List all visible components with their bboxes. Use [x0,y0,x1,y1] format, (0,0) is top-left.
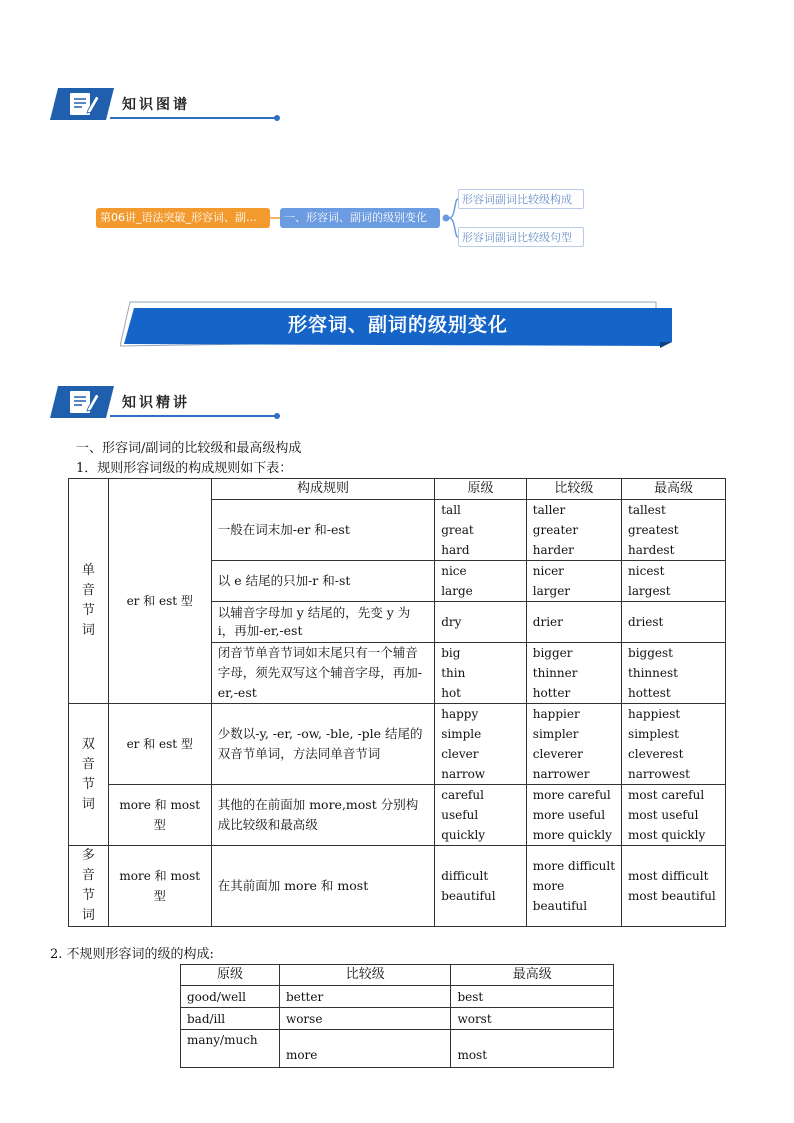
rule-cell: 少数以-y, -er, -ow, -ble, -ple 结尾的双音节单词，方法同单音节词 [211,704,434,785]
comparative-cell: happier simpler cleverer narrower [526,704,621,785]
header-cell: 构成规则 [211,479,434,500]
heading-3: 2. 不规则形容词的级的构成: [50,947,214,962]
table-row [181,1030,614,1068]
base-cell: happy simple clever narrow [435,704,527,785]
divider [110,415,278,417]
regular-comparison-table [68,478,726,927]
header-cell: 原级 [181,965,280,986]
comparative-cell: taller greater harder [526,500,621,561]
table-header-row [69,479,726,500]
table-row [69,704,726,785]
header-cell: 比较级 [279,965,451,986]
group-text: 双音节词 [81,736,95,812]
group-label [69,846,109,927]
type-label: more 和 most 型 [108,846,211,927]
group-text: 多音节词 [81,848,95,923]
superlative-cell: most difficult most beautiful [622,846,726,927]
heading-2: 1．规则形容词级的构成规则如下表： [76,461,293,476]
section-title: 知识精讲 [122,395,190,411]
header-cell: 原级 [435,479,527,500]
comparative-cell: better [279,986,451,1008]
rule-cell: 其他的在前面加 more,most 分别构成比较级和最高级 [211,785,434,846]
superlative-cell: most [451,1030,614,1068]
mindmap-mid-node[interactable]: 一、形容词、副词的级别变化 [280,208,440,228]
header-cell: 最高级 [451,965,614,986]
rule-cell: 以 e 结尾的只加-r 和-st [211,561,434,602]
rule-cell: 以辅音字母加 y 结尾的，先变 y 为 i，再加-er,-est [211,602,434,643]
mindmap-leaf-node[interactable]: 形容词副词比较级构成 [458,189,584,209]
section-title: 知识图谱 [122,97,190,113]
heading-1: 一、形容词/副词的比较级和最高级构成 [76,441,302,456]
group-text: 单音节词 [81,563,95,639]
base-cell: tall great hard [435,500,527,561]
comparative-cell: worse [279,1008,451,1030]
base-cell: big thin hot [435,643,527,704]
comparative-cell: nicer larger [526,561,621,602]
table-row [181,1008,614,1030]
base-cell: bad/ill [181,1008,280,1030]
table-row [69,846,726,927]
rule-cell: 在其前面加 more 和 most [211,846,434,927]
irregular-comparison-table [180,964,614,1068]
banner-title: 形容词、副词的级别变化 [287,314,508,336]
header-cell: 最高级 [622,479,726,500]
table-row [69,785,726,846]
base-cell: nice large [435,561,527,602]
rule-cell: 闭音节单音节词如末尾只有一个辅音字母，须先双写这个辅音字母，再加-er,-est [211,643,434,704]
comparative-cell: more careful more useful more quickly [526,785,621,846]
type-label: er 和 est 型 [108,704,211,785]
table-row [181,986,614,1008]
divider [110,117,278,119]
base-cell: good/well [181,986,280,1008]
superlative-cell: driest [622,602,726,643]
type-label: er 和 est 型 [108,500,211,704]
superlative-cell: nicest largest [622,561,726,602]
superlative-cell: most careful most useful most quickly [622,785,726,846]
group-label [69,500,109,704]
superlative-cell: tallest greatest hardest [622,500,726,561]
chapter-title-banner [120,300,676,350]
table-header-row [181,965,614,986]
mindmap-root-node[interactable]: 第06讲_语法突破_形容词、副… [96,208,270,228]
notebook-pen-icon [50,88,114,120]
superlative-cell: biggest thinnest hottest [622,643,726,704]
superlative-cell: worst [451,1008,614,1030]
base-cell: difficult beautiful [435,846,527,927]
section-header-knowledge-lecture [50,386,230,420]
group-label [69,704,109,846]
divider-dot [274,413,280,419]
base-cell: many/much [181,1030,280,1068]
superlative-cell: happiest simplest cleverest narrowest [622,704,726,785]
table-row [69,500,726,561]
superlative-cell: best [451,986,614,1008]
rule-cell: 一般在词末加-er 和-est [211,500,434,561]
notebook-pen-icon [50,386,114,418]
section-header-knowledge-map [50,88,230,122]
base-cell: dry [435,602,527,643]
type-label: more 和 most 型 [108,785,211,846]
comparative-cell: more difficult more beautiful [526,846,621,927]
mindmap-leaf-node[interactable]: 形容词副词比较级句型 [458,227,584,247]
comparative-cell: bigger thinner hotter [526,643,621,704]
header-cell: 比较级 [526,479,621,500]
comparative-cell: drier [526,602,621,643]
base-cell: careful useful quickly [435,785,527,846]
divider-dot [274,115,280,121]
comparative-cell: more [279,1030,451,1068]
